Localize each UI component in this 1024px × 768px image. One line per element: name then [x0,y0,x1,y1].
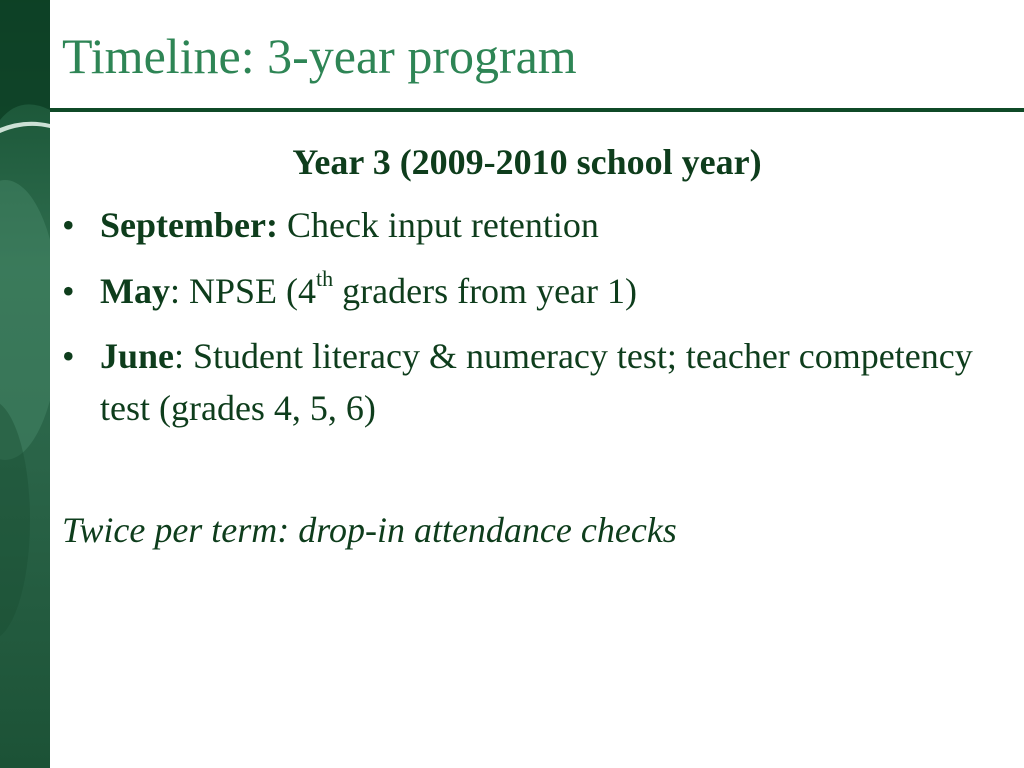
item-text-end: graders from year 1) [333,271,637,311]
timeline-list [62,198,992,434]
bullet-icon: • [62,336,75,376]
title-divider [50,108,1024,112]
list-item-may [62,264,992,318]
list-item-september [62,198,992,252]
side-bar-graphic [0,0,50,768]
item-text: Check input retention [277,205,599,245]
bullet-icon: • [62,205,75,245]
item-text-start: : NPSE (4 [169,271,317,311]
item-label: May [100,271,170,311]
item-label: June [100,336,175,376]
item-text: : Student literacy & numeracy test; teacher competency test (grades 4, 5, 6) [100,336,973,428]
ordinal-superscript: th [316,266,334,291]
decorative-side-bar [0,0,50,768]
bullet-icon: • [62,271,75,311]
slide-content [62,140,992,552]
attendance-note: Twice per term: drop-in attendance checks [62,510,677,550]
item-label: September: [100,205,278,245]
slide-title: Timeline: 3-year program [62,28,577,84]
list-item-june [62,330,992,434]
year-subheading: Year 3 (2009-2010 school year) [292,142,762,182]
